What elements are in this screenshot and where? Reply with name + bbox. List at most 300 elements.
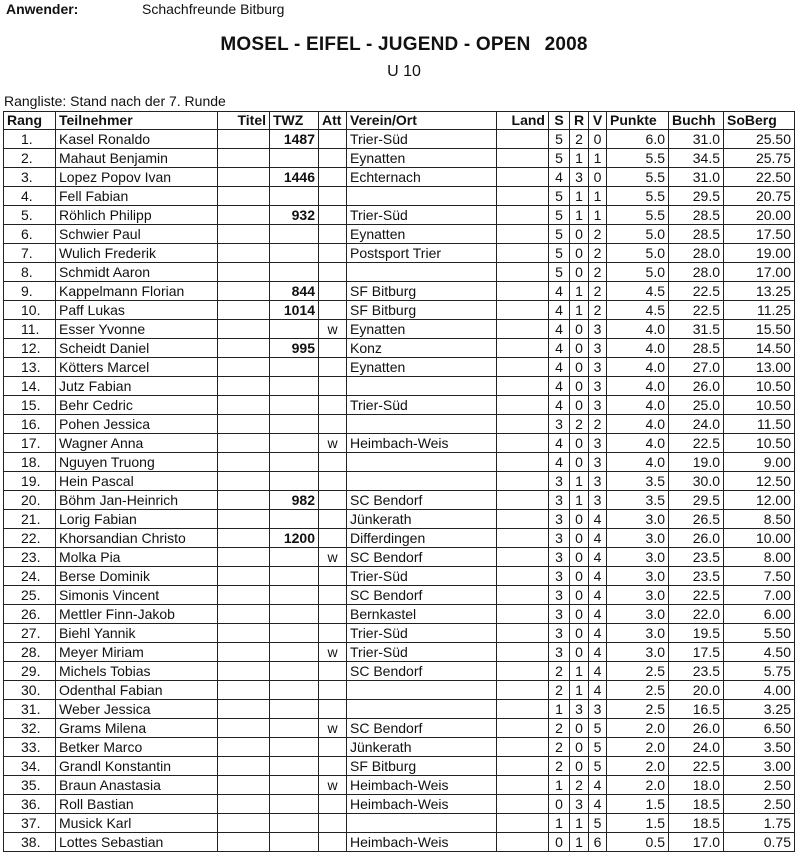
cell-teilnehmer: Lottes Sebastian — [56, 833, 218, 852]
cell-att — [319, 301, 347, 320]
cell-land — [497, 510, 549, 529]
table-row — [4, 662, 795, 681]
cell-att: w — [319, 434, 347, 453]
cell-twz — [270, 624, 319, 643]
user-value: Schachfreunde Bitburg — [142, 1, 285, 17]
cell-titel — [218, 700, 270, 719]
cell-rang: 32. — [4, 719, 56, 738]
cell-rang: 6. — [4, 225, 56, 244]
cell-rang: 30. — [4, 681, 56, 700]
cell-s: 2 — [549, 681, 570, 700]
cell-v: 4 — [589, 510, 607, 529]
cell-buchh: 28.5 — [669, 225, 724, 244]
cell-twz — [270, 719, 319, 738]
cell-titel — [218, 662, 270, 681]
cell-r: 0 — [570, 757, 589, 776]
cell-titel — [218, 776, 270, 795]
cell-soberg: 17.50 — [724, 225, 795, 244]
cell-v: 2 — [589, 282, 607, 301]
cell-teilnehmer: Wulich Frederik — [56, 244, 218, 263]
cell-rang: 29. — [4, 662, 56, 681]
cell-titel — [218, 510, 270, 529]
cell-land — [497, 377, 549, 396]
cell-land — [497, 244, 549, 263]
cell-att — [319, 453, 347, 472]
cell-teilnehmer: Weber Jessica — [56, 700, 218, 719]
cell-verein: Postsport Trier — [347, 244, 497, 263]
cell-soberg: 9.00 — [724, 453, 795, 472]
cell-land — [497, 130, 549, 149]
cell-verein: Eynatten — [347, 225, 497, 244]
cell-teilnehmer: Wagner Anna — [56, 434, 218, 453]
cell-twz — [270, 320, 319, 339]
cell-s: 3 — [549, 567, 570, 586]
cell-titel — [218, 434, 270, 453]
cell-verein — [347, 453, 497, 472]
cell-teilnehmer: Kappelmann Florian — [56, 282, 218, 301]
cell-soberg: 15.50 — [724, 320, 795, 339]
cell-land — [497, 339, 549, 358]
cell-rang: 10. — [4, 301, 56, 320]
cell-v: 4 — [589, 662, 607, 681]
cell-titel — [218, 814, 270, 833]
cell-buchh: 28.0 — [669, 263, 724, 282]
cell-twz: 995 — [270, 339, 319, 358]
cell-buchh: 22.5 — [669, 757, 724, 776]
cell-titel — [218, 605, 270, 624]
cell-punkte: 1.5 — [607, 814, 669, 833]
cell-rang: 38. — [4, 833, 56, 852]
cell-titel — [218, 529, 270, 548]
table-row — [4, 244, 795, 263]
cell-soberg: 20.75 — [724, 187, 795, 206]
cell-buchh: 28.5 — [669, 206, 724, 225]
table-row — [4, 434, 795, 453]
cell-twz — [270, 149, 319, 168]
cell-rang: 21. — [4, 510, 56, 529]
table-row — [4, 168, 795, 187]
cell-att — [319, 168, 347, 187]
cell-rang: 22. — [4, 529, 56, 548]
cell-titel — [218, 548, 270, 567]
header-r: R — [570, 112, 589, 130]
cell-r: 0 — [570, 225, 589, 244]
table-row — [4, 282, 795, 301]
cell-v: 2 — [589, 244, 607, 263]
cell-soberg: 7.50 — [724, 567, 795, 586]
cell-rang: 16. — [4, 415, 56, 434]
table-row — [4, 814, 795, 833]
cell-soberg: 6.50 — [724, 719, 795, 738]
cell-land — [497, 434, 549, 453]
cell-land — [497, 738, 549, 757]
cell-s: 4 — [549, 282, 570, 301]
cell-land — [497, 263, 549, 282]
cell-teilnehmer: Berse Dominik — [56, 567, 218, 586]
cell-rang: 12. — [4, 339, 56, 358]
cell-v: 2 — [589, 415, 607, 434]
cell-punkte: 3.5 — [607, 491, 669, 510]
cell-att — [319, 738, 347, 757]
cell-rang: 27. — [4, 624, 56, 643]
cell-rang: 35. — [4, 776, 56, 795]
cell-titel — [218, 301, 270, 320]
cell-v: 4 — [589, 795, 607, 814]
cell-att — [319, 396, 347, 415]
cell-rang: 25. — [4, 586, 56, 605]
cell-punkte: 4.5 — [607, 282, 669, 301]
cell-v: 3 — [589, 396, 607, 415]
table-row — [4, 396, 795, 415]
cell-s: 0 — [549, 833, 570, 852]
cell-rang: 13. — [4, 358, 56, 377]
cell-rang: 24. — [4, 567, 56, 586]
cell-verein: Eynatten — [347, 149, 497, 168]
cell-verein: Trier-Süd — [347, 567, 497, 586]
cell-att — [319, 624, 347, 643]
cell-teilnehmer: Röhlich Philipp — [56, 206, 218, 225]
cell-att — [319, 225, 347, 244]
table-row — [4, 795, 795, 814]
cell-soberg: 2.50 — [724, 795, 795, 814]
cell-soberg: 14.50 — [724, 339, 795, 358]
cell-twz — [270, 662, 319, 681]
table-header-row — [4, 112, 795, 130]
cell-r: 0 — [570, 529, 589, 548]
cell-land — [497, 719, 549, 738]
cell-v: 4 — [589, 605, 607, 624]
cell-twz: 1014 — [270, 301, 319, 320]
table-row — [4, 320, 795, 339]
cell-land — [497, 757, 549, 776]
cell-v: 4 — [589, 567, 607, 586]
cell-buchh: 22.5 — [669, 586, 724, 605]
cell-rang: 28. — [4, 643, 56, 662]
cell-rang: 15. — [4, 396, 56, 415]
cell-verein: Differdingen — [347, 529, 497, 548]
ranking-table — [3, 111, 795, 852]
cell-v: 5 — [589, 719, 607, 738]
cell-land — [497, 643, 549, 662]
cell-titel — [218, 206, 270, 225]
cell-att: w — [319, 643, 347, 662]
cell-soberg: 5.50 — [724, 624, 795, 643]
cell-verein: SF Bitburg — [347, 301, 497, 320]
cell-land — [497, 662, 549, 681]
cell-teilnehmer: Lopez Popov Ivan — [56, 168, 218, 187]
cell-v: 1 — [589, 187, 607, 206]
cell-rang: 17. — [4, 434, 56, 453]
cell-v: 5 — [589, 738, 607, 757]
table-row — [4, 358, 795, 377]
cell-titel — [218, 149, 270, 168]
header-buchh: Buchh — [669, 112, 724, 130]
table-row — [4, 586, 795, 605]
cell-teilnehmer: Scheidt Daniel — [56, 339, 218, 358]
table-row — [4, 453, 795, 472]
cell-r: 0 — [570, 719, 589, 738]
cell-v: 3 — [589, 472, 607, 491]
cell-rang: 33. — [4, 738, 56, 757]
cell-soberg: 4.00 — [724, 681, 795, 700]
cell-s: 3 — [549, 605, 570, 624]
cell-punkte: 2.5 — [607, 662, 669, 681]
cell-twz — [270, 833, 319, 852]
cell-verein — [347, 377, 497, 396]
cell-twz — [270, 263, 319, 282]
cell-teilnehmer: Nguyen Truong — [56, 453, 218, 472]
cell-v: 3 — [589, 491, 607, 510]
cell-teilnehmer: Kasel Ronaldo — [56, 130, 218, 149]
table-row — [4, 700, 795, 719]
cell-titel — [218, 643, 270, 662]
cell-titel — [218, 795, 270, 814]
cell-rang: 4. — [4, 187, 56, 206]
cell-twz — [270, 605, 319, 624]
cell-teilnehmer: Braun Anastasia — [56, 776, 218, 795]
cell-v: 1 — [589, 206, 607, 225]
cell-verein: Heimbach-Weis — [347, 833, 497, 852]
cell-s: 5 — [549, 130, 570, 149]
cell-titel — [218, 586, 270, 605]
cell-att — [319, 605, 347, 624]
cell-att — [319, 681, 347, 700]
cell-verein — [347, 415, 497, 434]
cell-r: 1 — [570, 833, 589, 852]
cell-punkte: 5.5 — [607, 187, 669, 206]
cell-punkte: 4.0 — [607, 453, 669, 472]
cell-punkte: 5.0 — [607, 263, 669, 282]
cell-r: 1 — [570, 282, 589, 301]
cell-r: 1 — [570, 814, 589, 833]
cell-att — [319, 415, 347, 434]
cell-punkte: 4.0 — [607, 415, 669, 434]
cell-s: 5 — [549, 225, 570, 244]
cell-r: 2 — [570, 415, 589, 434]
cell-titel — [218, 263, 270, 282]
cell-teilnehmer: Michels Tobias — [56, 662, 218, 681]
cell-punkte: 6.0 — [607, 130, 669, 149]
cell-att: w — [319, 320, 347, 339]
cell-soberg: 19.00 — [724, 244, 795, 263]
cell-s: 3 — [549, 529, 570, 548]
cell-v: 4 — [589, 643, 607, 662]
cell-buchh: 24.0 — [669, 415, 724, 434]
cell-s: 5 — [549, 187, 570, 206]
table-row — [4, 738, 795, 757]
cell-soberg: 8.00 — [724, 548, 795, 567]
cell-att — [319, 282, 347, 301]
cell-titel — [218, 738, 270, 757]
cell-s: 4 — [549, 301, 570, 320]
cell-rang: 7. — [4, 244, 56, 263]
cell-land — [497, 320, 549, 339]
cell-titel — [218, 567, 270, 586]
cell-land — [497, 282, 549, 301]
cell-buchh: 26.0 — [669, 529, 724, 548]
table-row — [4, 681, 795, 700]
cell-punkte: 3.0 — [607, 548, 669, 567]
cell-v: 3 — [589, 453, 607, 472]
cell-buchh: 19.5 — [669, 624, 724, 643]
cell-twz: 932 — [270, 206, 319, 225]
cell-twz — [270, 187, 319, 206]
cell-twz — [270, 396, 319, 415]
cell-att — [319, 130, 347, 149]
cell-titel — [218, 130, 270, 149]
cell-s: 4 — [549, 339, 570, 358]
cell-teilnehmer: Betker Marco — [56, 738, 218, 757]
cell-teilnehmer: Simonis Vincent — [56, 586, 218, 605]
cell-soberg: 2.50 — [724, 776, 795, 795]
cell-verein: Eynatten — [347, 320, 497, 339]
cell-teilnehmer: Molka Pia — [56, 548, 218, 567]
cell-twz — [270, 415, 319, 434]
cell-punkte: 4.0 — [607, 320, 669, 339]
cell-teilnehmer: Hein Pascal — [56, 472, 218, 491]
cell-titel — [218, 377, 270, 396]
cell-punkte: 3.0 — [607, 529, 669, 548]
cell-verein: SC Bendorf — [347, 719, 497, 738]
cell-att — [319, 757, 347, 776]
ranking-status: Rangliste: Stand nach der 7. Runde — [4, 93, 226, 109]
cell-r: 3 — [570, 168, 589, 187]
cell-verein — [347, 681, 497, 700]
cell-att — [319, 149, 347, 168]
cell-s: 1 — [549, 700, 570, 719]
cell-land — [497, 149, 549, 168]
header-twz: TWZ — [270, 112, 319, 130]
cell-buchh: 18.5 — [669, 814, 724, 833]
cell-s: 5 — [549, 263, 570, 282]
cell-v: 4 — [589, 529, 607, 548]
cell-twz — [270, 472, 319, 491]
cell-r: 0 — [570, 586, 589, 605]
cell-twz: 844 — [270, 282, 319, 301]
cell-twz — [270, 244, 319, 263]
cell-land — [497, 548, 549, 567]
cell-teilnehmer: Grams Milena — [56, 719, 218, 738]
cell-r: 0 — [570, 548, 589, 567]
cell-punkte: 2.0 — [607, 719, 669, 738]
cell-land — [497, 567, 549, 586]
cell-land — [497, 301, 549, 320]
cell-verein: Heimbach-Weis — [347, 795, 497, 814]
cell-att — [319, 567, 347, 586]
cell-buchh: 22.5 — [669, 301, 724, 320]
cell-buchh: 30.0 — [669, 472, 724, 491]
cell-att — [319, 510, 347, 529]
cell-r: 0 — [570, 358, 589, 377]
cell-buchh: 18.0 — [669, 776, 724, 795]
cell-att — [319, 586, 347, 605]
cell-v: 3 — [589, 339, 607, 358]
cell-punkte: 5.5 — [607, 149, 669, 168]
cell-titel — [218, 415, 270, 434]
cell-s: 4 — [549, 453, 570, 472]
cell-buchh: 29.5 — [669, 491, 724, 510]
cell-land — [497, 814, 549, 833]
cell-att: w — [319, 548, 347, 567]
cell-v: 2 — [589, 263, 607, 282]
table-row — [4, 130, 795, 149]
cell-land — [497, 472, 549, 491]
cell-titel — [218, 187, 270, 206]
cell-twz: 1200 — [270, 529, 319, 548]
cell-buchh: 31.5 — [669, 320, 724, 339]
cell-teilnehmer: Meyer Miriam — [56, 643, 218, 662]
cell-soberg: 5.75 — [724, 662, 795, 681]
cell-soberg: 10.50 — [724, 434, 795, 453]
cell-buchh: 26.0 — [669, 719, 724, 738]
table-row — [4, 206, 795, 225]
page-title — [0, 34, 808, 56]
cell-s: 5 — [549, 149, 570, 168]
cell-twz — [270, 434, 319, 453]
cell-r: 0 — [570, 738, 589, 757]
cell-twz — [270, 567, 319, 586]
cell-land — [497, 206, 549, 225]
cell-s: 2 — [549, 757, 570, 776]
cell-punkte: 3.0 — [607, 586, 669, 605]
cell-soberg: 25.50 — [724, 130, 795, 149]
cell-v: 4 — [589, 548, 607, 567]
ranking-body — [4, 130, 795, 852]
cell-punkte: 3.0 — [607, 605, 669, 624]
cell-teilnehmer: Kötters Marcel — [56, 358, 218, 377]
cell-twz: 1446 — [270, 168, 319, 187]
cell-soberg: 13.00 — [724, 358, 795, 377]
cell-rang: 1. — [4, 130, 56, 149]
cell-teilnehmer: Grandl Konstantin — [56, 757, 218, 776]
cell-att — [319, 244, 347, 263]
header-land: Land — [497, 112, 549, 130]
cell-punkte: 5.5 — [607, 168, 669, 187]
cell-att — [319, 662, 347, 681]
cell-titel — [218, 681, 270, 700]
cell-teilnehmer: Mahaut Benjamin — [56, 149, 218, 168]
cell-land — [497, 396, 549, 415]
cell-verein: Jünkerath — [347, 738, 497, 757]
cell-r: 0 — [570, 320, 589, 339]
cell-att — [319, 700, 347, 719]
cell-punkte: 2.0 — [607, 776, 669, 795]
cell-v: 5 — [589, 757, 607, 776]
cell-s: 3 — [549, 510, 570, 529]
cell-rang: 2. — [4, 149, 56, 168]
table-row — [4, 510, 795, 529]
cell-land — [497, 795, 549, 814]
cell-v: 4 — [589, 776, 607, 795]
cell-r: 0 — [570, 605, 589, 624]
cell-att — [319, 358, 347, 377]
cell-soberg: 11.25 — [724, 301, 795, 320]
cell-r: 0 — [570, 567, 589, 586]
user-label: Anwender: — [6, 1, 79, 17]
cell-titel — [218, 358, 270, 377]
cell-r: 1 — [570, 149, 589, 168]
cell-punkte: 0.5 — [607, 833, 669, 852]
cell-soberg: 3.25 — [724, 700, 795, 719]
cell-buchh: 27.0 — [669, 358, 724, 377]
cell-land — [497, 453, 549, 472]
cell-punkte: 4.0 — [607, 396, 669, 415]
cell-buchh: 16.5 — [669, 700, 724, 719]
cell-verein: SF Bitburg — [347, 757, 497, 776]
cell-buchh: 26.0 — [669, 377, 724, 396]
cell-punkte: 2.5 — [607, 700, 669, 719]
header-teilnehmer: Teilnehmer — [56, 112, 218, 130]
